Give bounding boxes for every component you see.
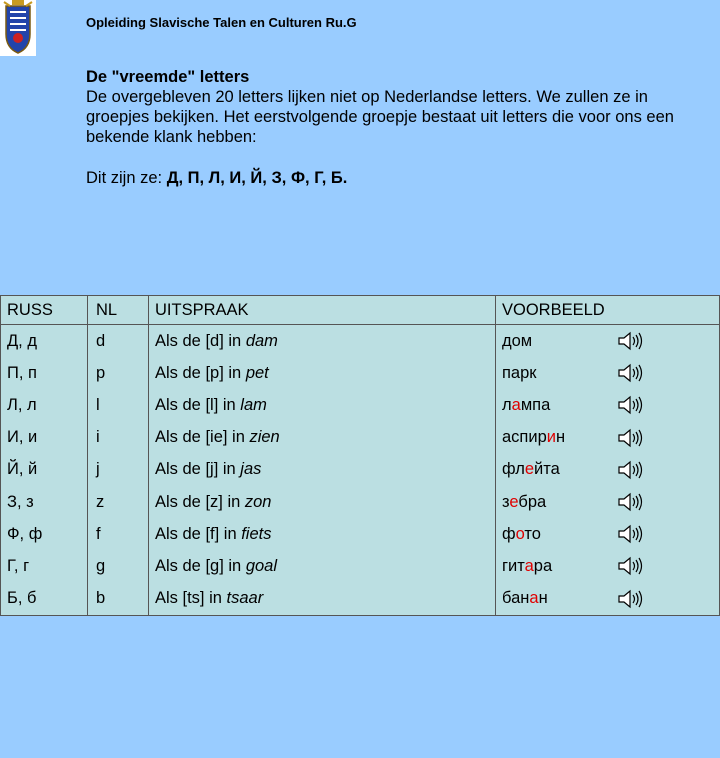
pronunciation-text: Als de [d] in [155,331,246,350]
pronunciation-text: Als de [p] in [155,363,246,382]
pronunciation-text: Als de [z] in [155,492,245,511]
example [496,325,720,358]
pronunciation-word: goal [245,557,278,576]
russian-letter: Ф, ф [1,518,88,550]
letters-table [0,295,720,616]
example-part: дом [502,331,533,350]
example-word [502,493,546,511]
example-stress-letter: а [524,557,534,576]
example-part: бан [502,589,530,608]
table-row [1,357,720,389]
pronunciation-text: Als de [ie] in [155,428,250,447]
speaker-icon[interactable] [617,523,643,545]
russian-letter: Й, й [1,454,88,486]
column-header-voorbeeld: VOORBEELD [496,296,720,325]
table-row [1,389,720,421]
example-stress-letter: а [511,396,521,415]
table-row [1,325,720,358]
pronunciation-text: Als de [j] in [155,460,241,479]
example-word [502,460,560,478]
university-crest-icon [0,0,36,56]
example-stress-letter: е [524,460,535,479]
example-stress-letter: е [509,492,519,511]
example [496,518,720,550]
column-header-nl: NL [88,296,149,325]
example-part: н [538,589,548,608]
page-header-title: Opleiding Slavische Talen en Culturen Ru.G [86,15,357,30]
pronunciation [149,518,496,550]
example-word [502,589,548,607]
speaker-icon[interactable] [617,362,643,384]
pronunciation [149,357,496,389]
example-part: то [524,524,541,543]
section-heading: De "vreemde" letters [86,68,250,86]
pronunciation-word: tsaar [226,589,264,608]
example [496,422,720,454]
speaker-icon[interactable] [617,427,643,449]
pronunciation-text: Als de [f] in [155,524,242,543]
example [496,454,720,486]
russian-letter: Г, г [1,550,88,582]
speaker-icon[interactable] [617,588,643,610]
example [496,550,720,582]
dutch-letter: f [88,518,149,550]
pronunciation [149,550,496,582]
dutch-letter: i [88,422,149,454]
example-part: н [555,428,566,447]
example [496,357,720,389]
dutch-letter: l [88,389,149,421]
example-word [502,428,565,446]
letters-list: Д, П, Л, И, Й, З, Ф, Г, Б. [166,169,348,187]
pronunciation-word: fiets [241,524,272,543]
example-part: ф [502,524,516,543]
intro-section [86,67,686,188]
speaker-icon[interactable] [617,459,643,481]
table-row [1,422,720,454]
example-part: йта [534,460,560,479]
example-word [502,396,550,414]
table-row [1,550,720,582]
example-part: л [502,396,512,415]
pronunciation [149,486,496,518]
table-row [1,583,720,616]
speaker-icon[interactable] [617,491,643,513]
table-header-row [1,296,720,325]
example [496,583,720,616]
russian-letter: Д, д [1,325,88,358]
pronunciation-text: Als de [g] in [155,557,246,576]
pronunciation-word: lam [240,396,267,415]
intro-paragraph: De overgebleven 20 letters lijken niet op Nederlandse letters. We zullen ze in groepjes bekijken. Het eerstvolgende groepje bestaat uit letters die voor ons een bekende klank hebben: [86,88,674,146]
table-row [1,518,720,550]
pronunciation [149,389,496,421]
speaker-icon[interactable] [617,330,643,352]
pronunciation-word: pet [245,363,269,382]
example-part: аспир [502,428,547,447]
dutch-letter: p [88,357,149,389]
example-word [502,332,532,350]
example-part: парк [502,363,537,382]
example-stress-letter: о [515,524,525,543]
letters-line [86,168,686,188]
dutch-letter: z [88,486,149,518]
pronunciation-word: jas [240,460,262,479]
pronunciation [149,583,496,616]
russian-letter: И, и [1,422,88,454]
russian-letter: З, з [1,486,88,518]
dutch-letter: g [88,550,149,582]
column-header-uitspraak: UITSPRAAK [149,296,496,325]
example-word [502,557,552,575]
speaker-icon[interactable] [617,394,643,416]
letters-prefix: Dit zijn ze: [86,169,167,187]
pronunciation [149,422,496,454]
pronunciation [149,325,496,358]
russian-letter: Л, л [1,389,88,421]
example-part: бра [518,492,547,511]
russian-letter: П, п [1,357,88,389]
example-stress-letter: и [546,428,556,447]
example-word [502,525,541,543]
table-row [1,486,720,518]
example-part: з [502,492,510,511]
column-header-russ: RUSS [1,296,88,325]
example [496,389,720,421]
example-word [502,364,537,382]
example-part: мпа [520,396,551,415]
pronunciation-word: dam [245,331,278,350]
table-row [1,454,720,486]
example-stress-letter: а [529,589,539,608]
dutch-letter: b [88,583,149,616]
example-part: фл [502,460,525,479]
pronunciation [149,454,496,486]
pronunciation-word: zien [249,428,280,447]
pronunciation-text: Als de [l] in [155,396,241,415]
pronunciation-text: Als [ts] in [155,589,227,608]
dutch-letter: d [88,325,149,358]
pronunciation-word: zon [244,492,272,511]
dutch-letter: j [88,454,149,486]
example-part: гит [502,557,525,576]
example-part: ра [533,557,553,576]
example [496,486,720,518]
speaker-icon[interactable] [617,555,643,577]
russian-letter: Б, б [1,583,88,616]
